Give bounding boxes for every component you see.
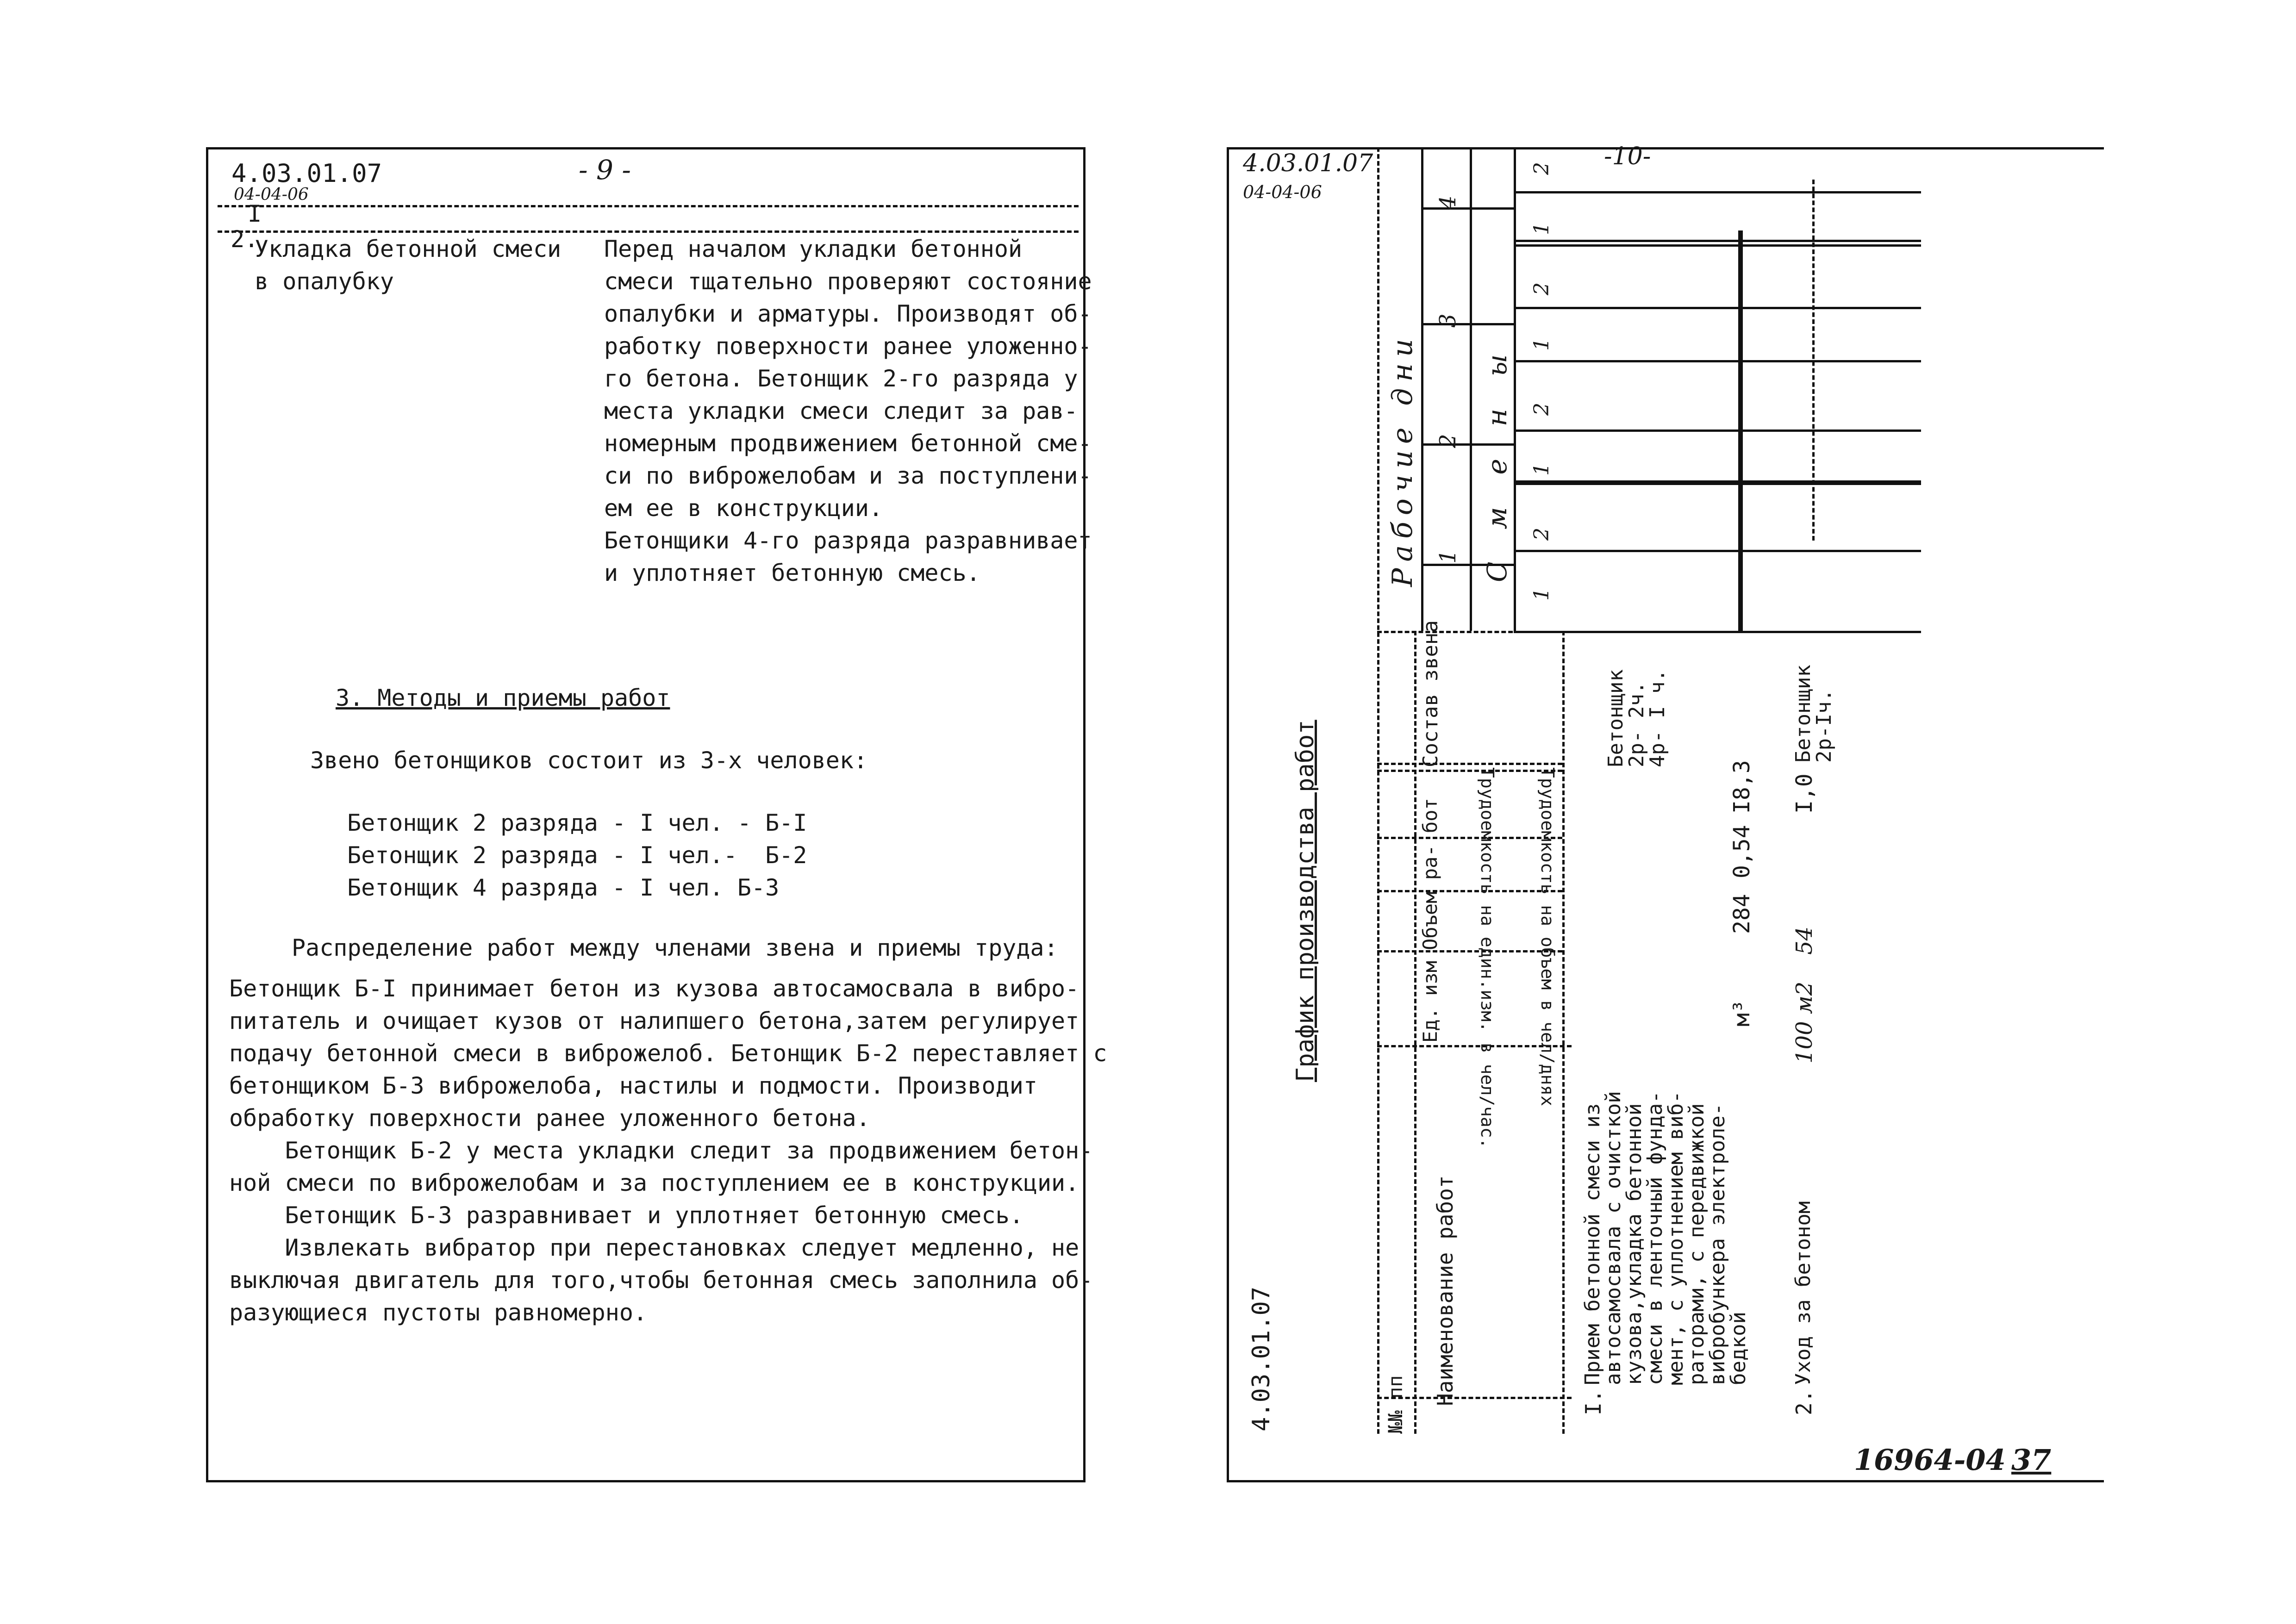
sheet-number: 37 [2011,1443,2052,1477]
row-unit: 100 м2 [1791,981,1817,1064]
bottom-doc-code: 4.03.01.07 [1248,1286,1275,1431]
day-number: 3 [1435,313,1461,328]
table-crew-rule [1377,770,1562,772]
row-num: I. [1581,1389,1606,1415]
table-volume-rule [1377,890,1562,892]
body-line: ной смеси по виброжелобам и за поступлением ее в конструкции. [229,1170,1079,1196]
row-number: 2. [231,226,259,253]
crew-line: Бетонщик 2 разряда - I чел. - Б-I [347,809,807,836]
desc-line: ем ее в конструкции. [604,495,883,522]
shift-gridline [1514,244,1921,247]
day-number: 2 [1435,434,1461,448]
left-doc-code: 4.03.01.07 [231,159,382,188]
body-line: разующиеся пустоты равномерно. [229,1299,648,1326]
row-crew-line: 4р- I ч. [1646,669,1669,767]
header-labor-unit: Трудоемкость на един.изм. в чел/час. [1477,767,1497,1149]
body-line: Извлекать вибратор при перестановках следует медленно, не [229,1234,1079,1261]
shift-gridline [1514,483,1921,485]
row-title-line-2: в опалубку [255,268,394,295]
desc-line: и уплотняет бетонную смесь. [604,560,980,586]
shift-gridline [1514,360,1921,362]
header-days: Рабочие дни [1386,332,1419,587]
desc-line: Бетонщики 4-го разряда разравнивает [604,527,1092,554]
shift-gridline [1514,550,1921,552]
row-unit: м³ [1729,1000,1755,1027]
header-num: №№ пп [1384,1375,1407,1434]
day-number: 1 [1435,549,1461,564]
left-doc-subcode: 04-04-06 [234,185,309,204]
desc-line: места укладки смеси следит за рав- [604,398,1078,424]
gantt-bar-row-2 [1812,180,1815,541]
shift-number: 1 [1530,222,1554,235]
row-title-line-1: Укладка бетонной смеси [255,236,562,262]
desc-line: смеси тщательно проверяют состояние [604,268,1092,295]
section-heading: 3. Методы и приемы работ [336,684,670,711]
desc-line: си по виброжелобам и за поступлени- [604,462,1092,489]
row-labor-total: I,0 [1791,773,1817,814]
gantt-bar-row-1 [1738,230,1743,631]
row-crew-line: 2р-Iч. [1812,689,1836,763]
day-number: 4 [1435,195,1461,210]
desc-line: Перед началом укладки бетонной [604,236,1023,262]
body-line: Бетонщик Б-3 разравнивает и уплотняет бетонную смесь. [229,1202,1023,1229]
row-crew-line: Бетонщик [1791,665,1815,763]
schedule-title: График производства работ [1292,720,1319,1082]
body-line: питатель и очищает кузов от налипшего бетона,затем регулирует [229,1008,1079,1034]
row-labor-total: I8,3 [1729,760,1755,814]
table-name-col-rule-v [1562,631,1565,1434]
shift-gridline [1514,429,1921,432]
shift-gridline [1514,191,1921,193]
desc-line: работку поверхности ранее уложенно- [604,333,1092,360]
body-line: подачу бетонной смеси в виброжелоб. Бетонщик Б-2 переставляет с [229,1040,1107,1067]
crew-line: Бетонщик 4 разряда - I чел. Б-3 [347,874,780,901]
shift-gridline [1514,631,1921,633]
row-name-line: Уход за бетоном [1791,1201,1815,1385]
table-num-col-rule [1414,631,1416,1434]
row-volume: 54 [1791,926,1817,955]
shift-number: 2 [1530,528,1554,541]
right-doc-subcode: 04-04-06 [1243,182,1322,202]
crew-line: Бетонщик 2 разряда - I чел.- Б-2 [347,842,807,869]
table-left-rule [1377,147,1379,1434]
row-name-line: Прием бетонной смеси из [1581,1103,1604,1385]
left-page [206,147,1107,1482]
header-shifts: Смены [1481,322,1513,582]
row-labor-unit: 0,54 [1729,825,1755,878]
days-col-rule [1421,147,1423,631]
stamp-number: 16964-04 [1854,1443,2006,1477]
row-name-line: автосамосвала с очисткой [1602,1091,1625,1385]
shift-gridline-double [1514,240,1921,242]
shift-number: 2 [1530,282,1554,295]
shift-number: 1 [1530,463,1554,476]
distribution-heading: Распределение работ между членами звена и приемы труда: [292,934,1058,961]
header-name: Наименование работ [1433,1175,1458,1406]
shift-gridline [1514,307,1921,309]
header-volume: Объем ра- бот [1419,798,1441,950]
shifts-col-rule [1470,147,1472,631]
body-line: Бетонщик Б-I принимает бетон из кузова автосамосвала в вибро- [229,975,1079,1002]
shift-num-col-rule [1514,147,1516,631]
row-name-line: вибробункера электроле- [1706,1103,1729,1385]
shift-number: 2 [1530,162,1554,175]
body-line: обработку поверхности ранее уложенного бетона. [229,1105,870,1132]
right-page-number: -10- [1604,143,1651,170]
left-top-rule [208,147,1083,149]
row-name-line: кузова,укладка бетонной [1622,1103,1646,1385]
row-crew-line: Бетонщик [1604,669,1628,767]
header-labor-total: Трудоемкость на объем в чел/днях [1537,767,1558,1107]
right-doc-code: 4.03.01.07 [1243,149,1373,177]
header-unit: Ед. изм [1419,960,1441,1043]
row-name-line: смеси в ленточный фунда- [1643,1091,1667,1385]
left-col-marker: I [248,200,262,227]
right-page [1227,143,2104,1482]
desc-line: номерным продвижением бетонной сме- [604,430,1092,457]
table-unit-rule [1377,950,1562,952]
desc-line: опалубки и арматуры. Производят об- [604,300,1092,327]
shift-number: 1 [1530,338,1554,351]
row-crew-line: 2р- 2ч. [1625,681,1648,767]
header-crew: Состав звена [1419,620,1442,767]
crew-intro: Звено бетонщиков состоит из 3-х человек: [310,747,868,774]
body-line: выключая двигатель для того,чтобы бетонная смесь заполнила об- [229,1267,1093,1294]
row-name-line: бедкой [1727,1312,1750,1385]
body-line: Бетонщик Б-2 у места укладки следит за продвижением бетон- [229,1137,1093,1164]
row-volume: 284 [1729,894,1755,934]
left-page-number: - 9 - [579,154,631,186]
desc-line: го бетона. Бетонщик 2-го разряда у [604,365,1078,392]
shift-number: 2 [1530,403,1554,416]
left-header-rule [218,205,1079,207]
table-labor-rule-1 [1377,837,1562,839]
table-labor-rule-2 [1377,763,1562,765]
shift-number: 1 [1530,588,1554,601]
row-name-line: мент, с уплотнением виб- [1664,1091,1688,1385]
shift-gridline-double [1514,480,1921,483]
row-num: 2. [1791,1389,1816,1415]
body-line: бетонщиком Б-3 виброжелоба, настилы и подмости. Производит [229,1072,1037,1099]
row-name-line: раторами, с передвижкой [1685,1103,1709,1385]
